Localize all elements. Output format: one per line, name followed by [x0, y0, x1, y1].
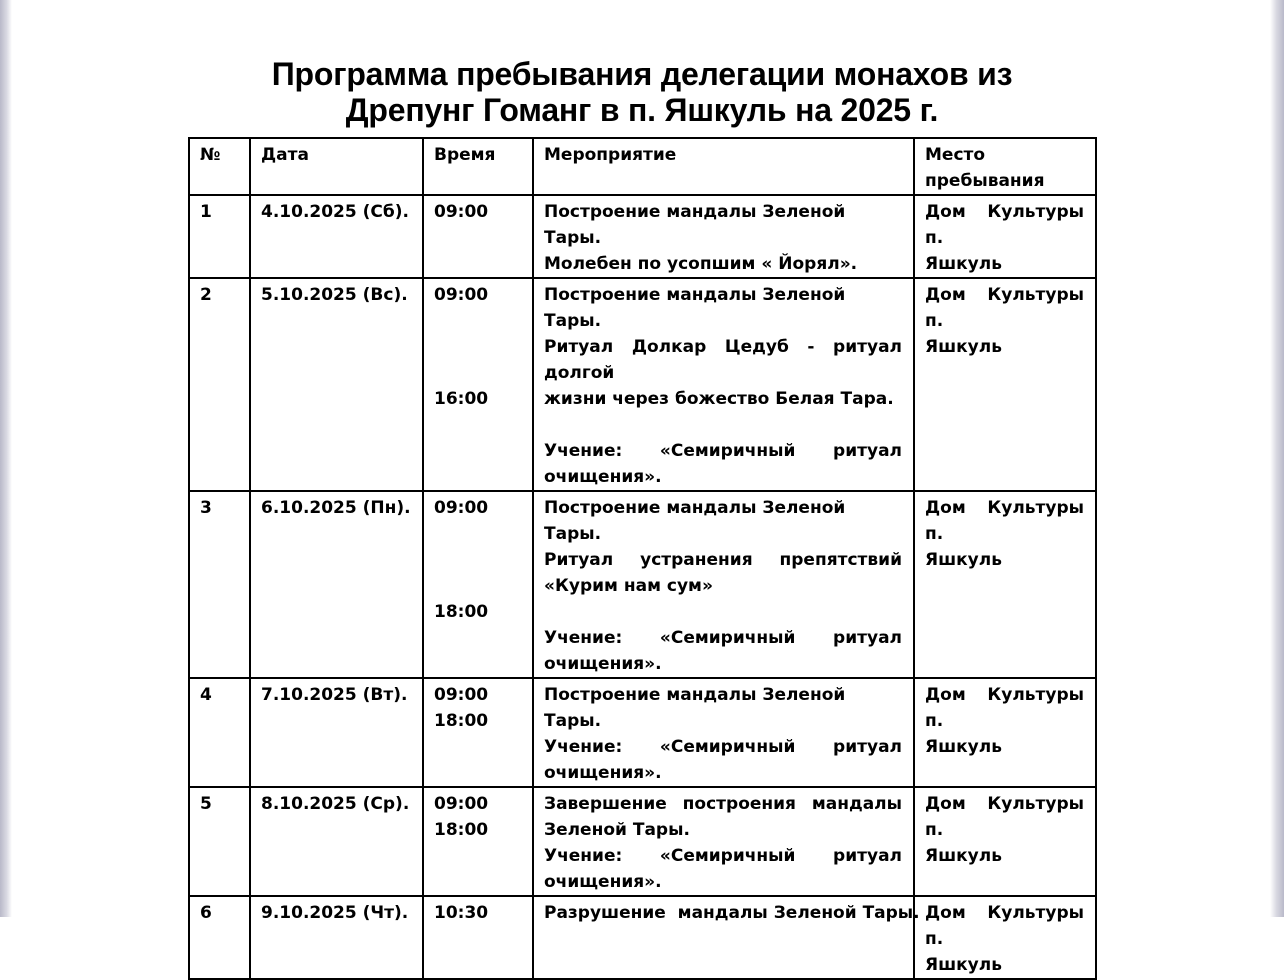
header-num: №: [189, 138, 250, 195]
table-header-row: [189, 138, 1096, 195]
event-line: Молебен по усопшим « Йорял».: [544, 254, 858, 274]
header-time: Время: [423, 138, 533, 195]
row-time: [423, 278, 533, 491]
time-value: 10:30: [434, 903, 489, 923]
event-line: Разрушение мандалы Зеленой Тары.: [544, 903, 920, 923]
event-line: очищения».: [544, 654, 662, 674]
row-date: 8.10.2025 (Ср).: [250, 787, 423, 896]
place-line: Дом Культуры п.: [925, 903, 1084, 949]
row-place: [914, 491, 1096, 678]
row-num: 5: [189, 787, 250, 896]
event-line: Построение мандалы Зеленой Тары.: [544, 202, 846, 248]
row-place: [914, 195, 1096, 278]
row-event: [533, 787, 914, 896]
row-num: 3: [189, 491, 250, 678]
time-value: 09:00: [434, 498, 489, 518]
event-line: Учение: «Семиричный ритуал: [544, 737, 902, 757]
title-line-2: Дрепунг Гоманг в п. Яшкуль на 2025 г.: [345, 92, 939, 128]
row-date: 7.10.2025 (Вт).: [250, 678, 423, 787]
program-table: [188, 137, 1097, 980]
time-value: 09:00: [434, 794, 489, 814]
header-event: Мероприятие: [533, 138, 914, 195]
event-line: «Курим нам сум»: [544, 576, 713, 596]
event-line: Зеленой Тары.: [544, 820, 690, 840]
row-time: [423, 896, 533, 979]
page-left-edge: [0, 0, 12, 917]
event-line: Построение мандалы Зеленой Тары.: [544, 498, 846, 544]
table-row: [189, 678, 1096, 787]
row-date: 6.10.2025 (Пн).: [250, 491, 423, 678]
place-line: Дом Культуры п.: [925, 794, 1084, 840]
place-line: Яшкуль: [925, 955, 1002, 975]
event-line: Учение: «Семиричный ритуал: [544, 846, 902, 866]
place-line: Дом Культуры п.: [925, 498, 1084, 544]
event-line: Построение мандалы Зеленой Тары.: [544, 685, 846, 731]
table-row: [189, 278, 1096, 491]
title-line-1: Программа пребывания делегации монахов из: [271, 56, 1013, 92]
place-line: Дом Культуры п.: [925, 202, 1084, 248]
time-value: 18:00: [434, 820, 489, 840]
event-line: Ритуал Долкар Цедуб - ритуал долгой: [544, 337, 902, 383]
time-value: 18:00: [434, 711, 489, 731]
place-line: Яшкуль: [925, 550, 1002, 570]
row-place: [914, 787, 1096, 896]
row-num: 1: [189, 195, 250, 278]
row-event: [533, 195, 914, 278]
row-event: [533, 896, 920, 979]
row-event: [533, 491, 914, 678]
event-line: Построение мандалы Зеленой Тары.: [544, 285, 846, 331]
header-date: Дата: [250, 138, 423, 195]
row-place: [914, 678, 1096, 787]
event-line: очищения».: [544, 763, 662, 783]
time-value: 16:00: [434, 389, 489, 409]
row-time: [423, 678, 533, 787]
place-line: Яшкуль: [925, 737, 1002, 757]
place-line: Дом Культуры п.: [925, 285, 1084, 331]
event-line: жизни через божество Белая Тара.: [544, 389, 894, 409]
row-place: [914, 896, 1096, 979]
time-value: 09:00: [434, 202, 489, 222]
place-line: Яшкуль: [925, 254, 1002, 274]
row-event: [533, 678, 914, 787]
table-row: [189, 896, 1096, 979]
page-right-edge: [1270, 0, 1284, 917]
row-date: 9.10.2025 (Чт).: [250, 896, 423, 979]
event-line: Учение: «Семиричный ритуал: [544, 628, 902, 648]
row-date: 5.10.2025 (Вс).: [250, 278, 423, 491]
header-place: [914, 138, 1096, 195]
document-title: [190, 56, 1094, 128]
row-event: [533, 278, 914, 491]
place-line: Яшкуль: [925, 846, 1002, 866]
time-value: 18:00: [434, 602, 489, 622]
row-date: 4.10.2025 (Сб).: [250, 195, 423, 278]
row-num: 6: [189, 896, 250, 979]
place-line: Дом Культуры п.: [925, 685, 1084, 731]
row-time: [423, 195, 533, 278]
event-line: очищения».: [544, 872, 662, 892]
row-num: 2: [189, 278, 250, 491]
event-line: Завершение построения мандалы: [544, 794, 902, 814]
table-row: [189, 195, 1096, 278]
place-line: Яшкуль: [925, 337, 1002, 357]
row-time: [423, 787, 533, 896]
row-time: [423, 491, 533, 678]
row-place: [914, 278, 1096, 491]
header-place-line-1: Место: [925, 145, 986, 165]
event-line: очищения».: [544, 467, 662, 487]
row-num: 4: [189, 678, 250, 787]
event-line: Ритуал устранения препятствий: [544, 550, 902, 570]
table-row: [189, 491, 1096, 678]
time-value: 09:00: [434, 685, 489, 705]
table-row: [189, 787, 1096, 896]
event-line: Учение: «Семиричный ритуал: [544, 441, 902, 461]
time-value: 09:00: [434, 285, 489, 305]
header-place-line-2: пребывания: [925, 171, 1045, 191]
